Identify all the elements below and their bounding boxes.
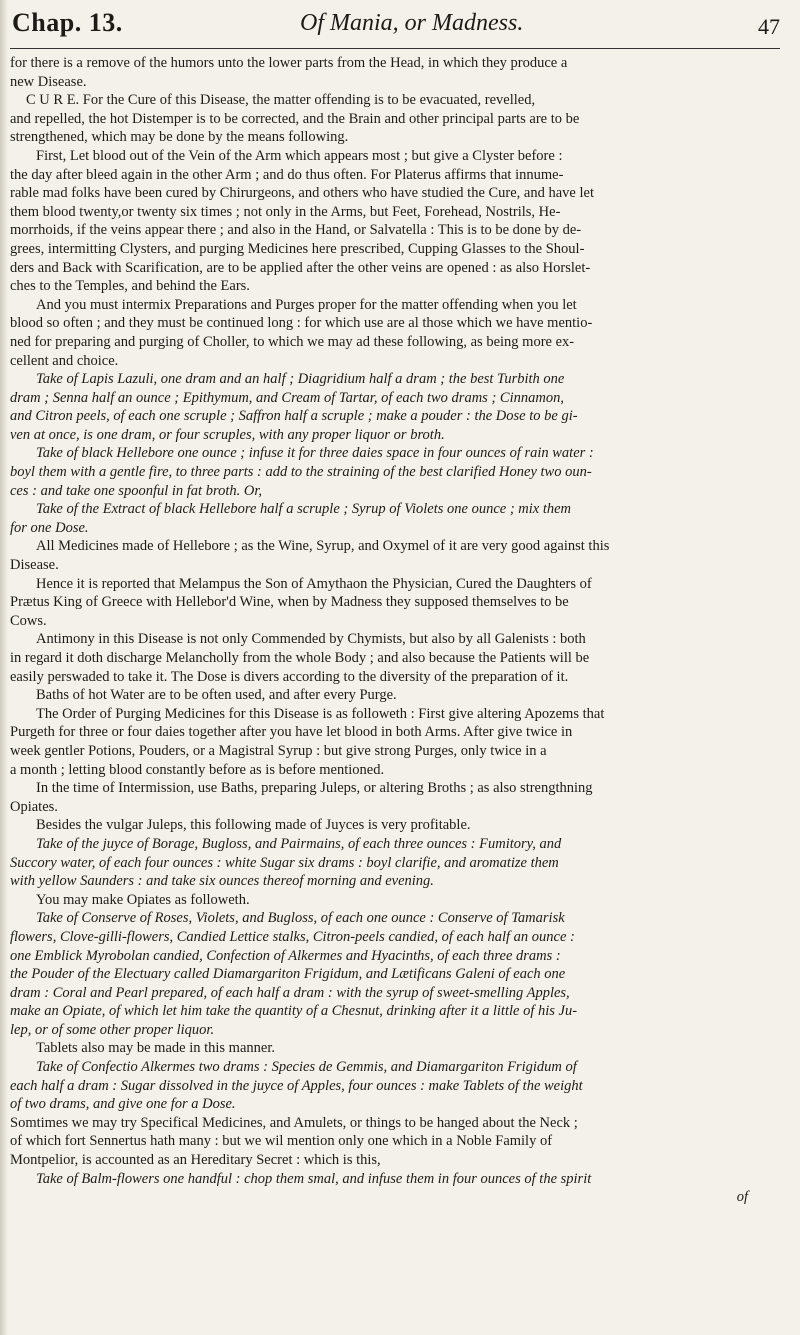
text-line: Succory water, of each four ounces : white Sugar six drams : boyl clarifie, and aromatize them [10, 854, 559, 871]
text-line: Tablets also may be made in this manner. [36, 1040, 275, 1057]
text-line: in regard it doth discharge Melancholly from the whole Body ; and also because the Patients will be [10, 650, 590, 666]
text-line: strengthened, which may be done by the means following. [10, 129, 349, 146]
text-line: Disease. [10, 557, 59, 574]
text-line: ches to the Temples, and behind the Ears. [10, 278, 250, 295]
text-line: Antimony in this Disease is not only Commended by Chymists, but also by all Galenists : both [36, 631, 586, 648]
text-line: Take of the juyce of Borage, Bugloss, and Pairmains, of each three ounces : Fumitory, and [36, 835, 562, 852]
text-line: Take of Confectio Alkermes two drams : Species de Gemmis, and Diamargariton Frigidum of [36, 1059, 577, 1076]
text-line: ned for preparing and purging of Choller, to which we may ad these following, as being more ex- [10, 333, 575, 350]
text-line: ven at once, is one dram, or four scruples, with any proper liquor or broth. [10, 426, 445, 443]
text-line: Take of the Extract of black Hellebore half a scruple ; Syrup of Violets one ounce ; mix them [36, 501, 572, 518]
text-line: one Emblick Myrobolan candied, Confection of Alkermes and Hyacinths, of each three drams : [10, 947, 561, 964]
chapter-label: Chap. 13. [12, 8, 123, 37]
text-line: for one Dose. [10, 519, 89, 536]
text-line: morrhoids, if the veins appear there ; and also in the Hand, or Salvatella : This is to be done by de- [10, 222, 582, 239]
text-line: new Disease. [10, 73, 87, 90]
text-line: week gentler Potions, Pouders, or a Magistral Syrup : but give strong Purges, only twice in a [10, 742, 547, 759]
text-line: blood so often ; and they must be continued long : for which use are al those which we have mentio- [10, 315, 593, 332]
text-line: Take of Conserve of Roses, Violets, and Bugloss, of each one ounce : Conserve of Tamarisk [36, 910, 565, 927]
text-line: And you must intermix Preparations and Purges proper for the matter offending when you let [36, 296, 577, 313]
text-line: First, Let blood out of the Vein of the Arm which appears most ; but give a Clyster before : [36, 147, 563, 164]
text-line: of two drams, and give one for a Dose. [10, 1096, 236, 1113]
text-line: Hence it is reported that Melampus the Son of Amythaon the Physician, Cured the Daughters of [36, 575, 592, 592]
text-line: lep, or of some other proper liquor. [10, 1021, 215, 1038]
text-line: each half a dram : Sugar dissolved in the juyce of Apples, four ounces : make Tablets of the weight [10, 1077, 583, 1094]
text-line: make an Opiate, of which let him take the quantity of a Chesnut, drinking after it a little of his Ju- [10, 1003, 578, 1020]
text-line: dram : Coral and Pearl prepared, of each half a dram : with the syrup of sweet-smelling Apples, [10, 984, 570, 1001]
text-line: with yellow Saunders : and take six ounces thereof morning and evening. [10, 873, 434, 890]
text-line: and Citron peels, of each one scruple ; Saffron half a scruple ; make a pouder : the Dose to be gi- [10, 408, 578, 425]
text-line: the day after bleed again in the other Arm ; and do thus often. For Platerus affirms that innume- [10, 166, 564, 183]
text-line: Take of Balm-flowers one handful : chop them smal, and infuse them in four ounces of the spirit [36, 1170, 592, 1187]
text-line: Prætus King of Greece with Hellebor'd Wine, when by Madness they supposed themselves to be [10, 594, 569, 611]
text-line: You may make Opiates as followeth. [36, 891, 250, 908]
text-line: of which fort Sennertus hath many : but we wil mention only one which in a Noble Family of [10, 1133, 553, 1150]
page-body-text [10, 54, 788, 1329]
text-line: a month ; letting blood constantly before as is before mentioned. [10, 761, 385, 778]
text-line: Take of Lapis Lazuli, one dram and an half ; Diagridium half a dram ; the best Turbith one [36, 371, 565, 388]
text-line: ders and Back with Scarification, are to be applied after the other veins are opened : as also Horslet- [10, 259, 591, 276]
text-line: Purgeth for three or four daies together after you have let blood in both Arms. After give twice in [10, 724, 573, 741]
text-line: All Medicines made of Hellebore ; as the Wine, Syrup, and Oxymel of it are very good against this [36, 538, 610, 555]
page-number: 47 [758, 14, 780, 39]
text-line: cellent and choice. [10, 352, 119, 369]
text-line: C U R E. For the Cure of this Disease, the matter offending is to be evacuated, revelled, [26, 92, 536, 109]
text-line: dram ; Senna half an ounce ; Epithymum, and Cream of Tartar, of each two drams ; Cinnamon, [10, 389, 564, 406]
text-line: Besides the vulgar Juleps, this following made of Juyces is very profitable. [36, 817, 471, 834]
text-line: Opiates. [10, 798, 58, 815]
text-line: the Pouder of the Electuary called Diamargariton Frigidum, and Lætificans Galeni of each one [10, 966, 566, 983]
text-line: In the time of Intermission, use Baths, preparing Juleps, or altering Broths ; as also strengthning [36, 780, 593, 797]
text-line: Baths of hot Water are to be often used, and after every Purge. [36, 687, 397, 704]
page-header [10, 2, 780, 49]
text-line: flowers, Clove-gilli-flowers, Candied Lettice stalks, Citron-peels candied, of each half an ounce : [10, 928, 575, 945]
text-line: Cows. [10, 612, 47, 629]
text-line: and repelled, the hot Distemper is to be corrected, and the Brain and other principal parts are to be [10, 110, 580, 127]
text-line: rable mad folks have been cured by Chirurgeons, and others who have studied the Cure, and have let [10, 185, 594, 202]
text-line: Take of black Hellebore one ounce ; infuse it for three daies space in four ounces of rain water : [36, 445, 594, 462]
page-fold-shadow [0, 0, 8, 1335]
text-line: Somtimes we may try Specifical Medicines, and Amulets, or things to be hanged about the Neck ; [10, 1114, 578, 1131]
running-title: Of Mania, or Madness. [300, 10, 524, 36]
text-line: of [736, 1189, 748, 1206]
text-line: grees, intermitting Clysters, and purging Medicines here prescribed, Cupping Glasses to the Shoul- [10, 240, 585, 257]
text-line: ces : and take one spoonful in fat broth. Or, [10, 482, 262, 499]
text-line: for there is a remove of the humors unto the lower parts from the Head, in which they produce a [10, 55, 568, 71]
text-line: The Order of Purging Medicines for this Disease is as followeth : First give altering Apozems that [36, 705, 605, 722]
text-line: Montpelior, is accounted as an Hereditary Secret : which is this, [10, 1152, 381, 1169]
text-line: easily perswaded to take it. The Dose is divers according to the diversity of the preparation of it. [10, 668, 569, 685]
text-line: them blood twenty,or twenty six times ; not only in the Arms, but Feet, Forehead, Nostrils, He- [10, 203, 561, 220]
text-line: boyl them with a gentle fire, to three parts : add to the straining of the best clarified Honey two oun- [10, 464, 592, 481]
